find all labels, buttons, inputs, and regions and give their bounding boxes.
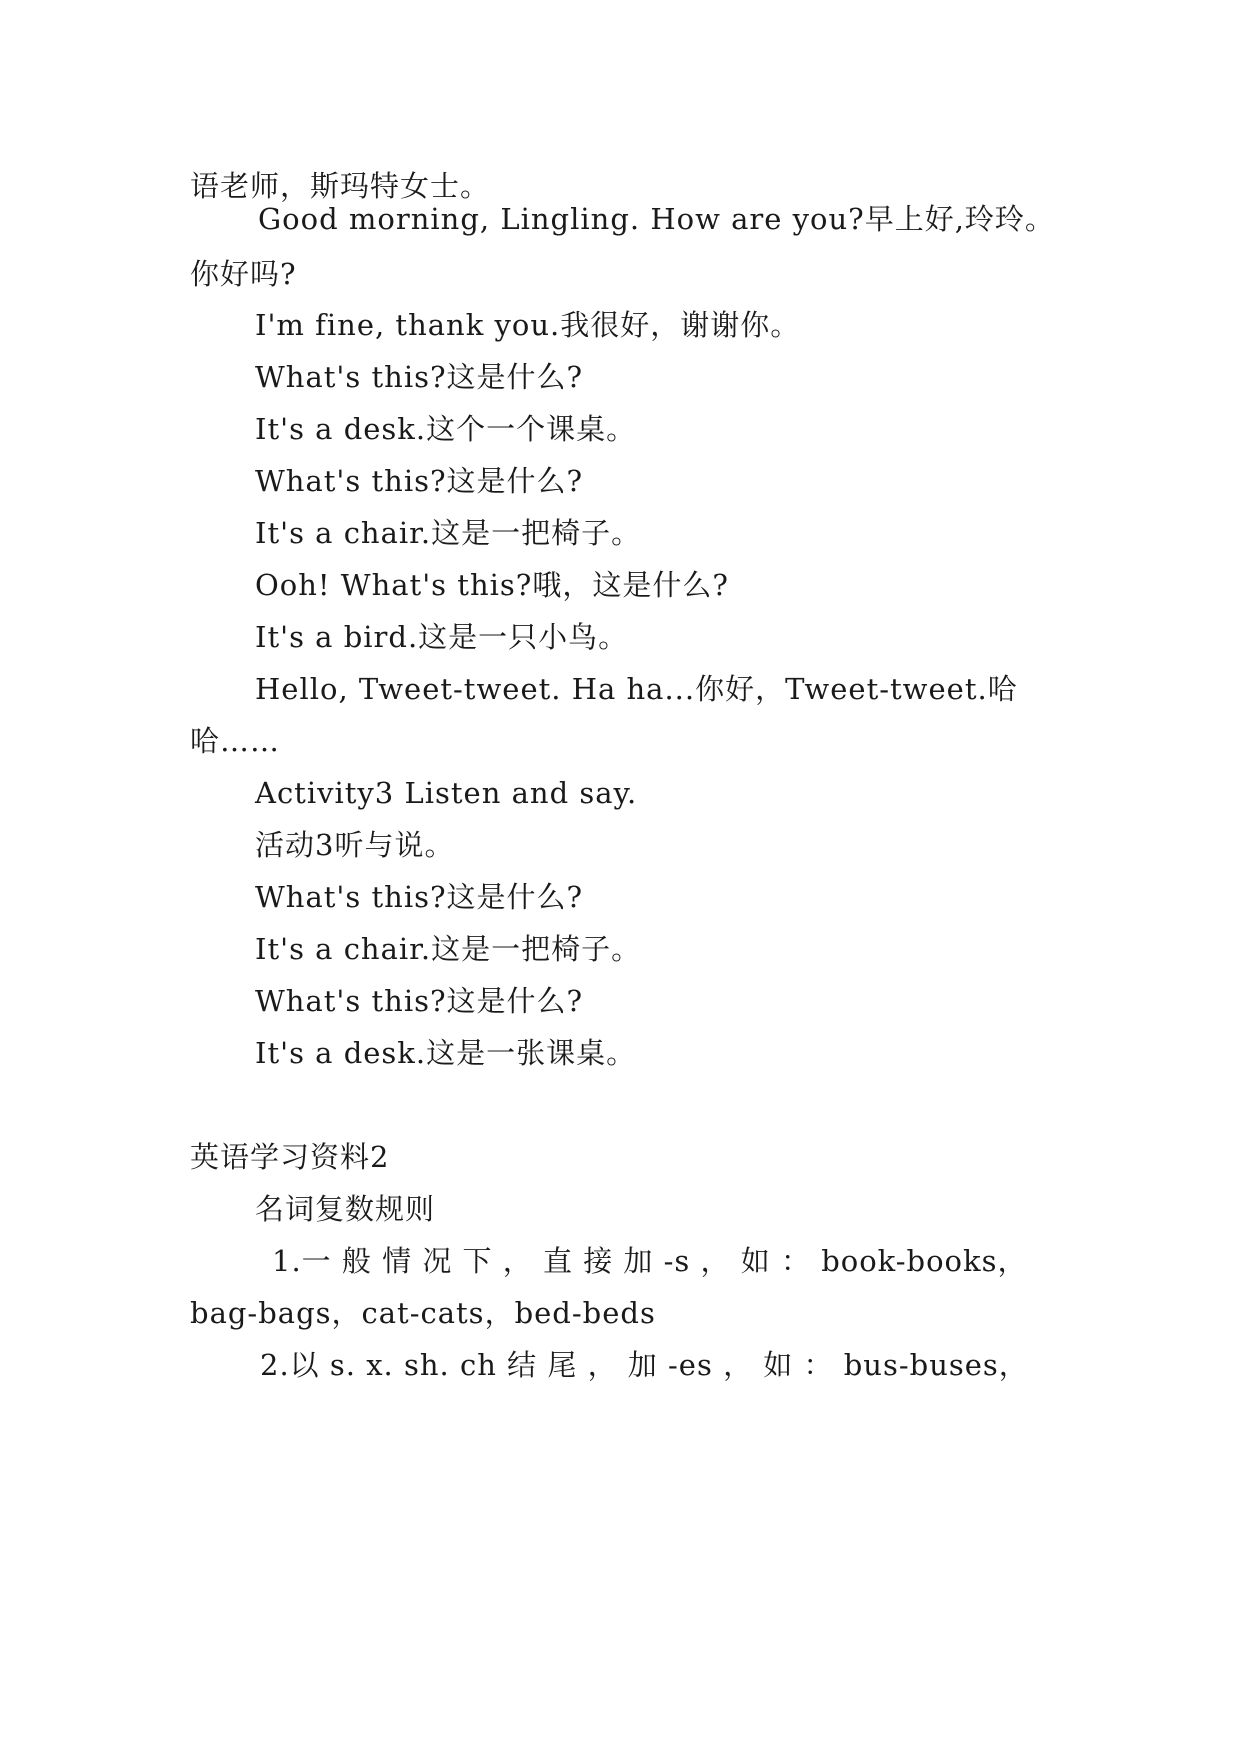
- text-line: Good morning, Lingling. How are you?早上好,玲玲。: [258, 202, 1055, 236]
- text-line: What's this?这是什么?: [255, 360, 584, 394]
- text-line: It's a chair.这是一把椅子。: [255, 516, 642, 550]
- text-line: It's a bird.这是一只小鸟。: [255, 620, 629, 654]
- text-line: Hello, Tweet-tweet. Ha ha...你好，Tweet-tweet.哈: [255, 672, 1018, 706]
- text-line: It's a desk.这个一个课桌。: [255, 412, 637, 446]
- text-line: I'm fine, thank you.我很好，谢谢你。: [255, 308, 801, 342]
- text-line: What's this?这是什么?: [255, 880, 584, 914]
- text-line: 哈……: [190, 724, 281, 758]
- text-line: 你好吗?: [190, 257, 297, 291]
- text-line: Activity3 Listen and say.: [255, 776, 638, 810]
- text-line: It's a chair.这是一把椅子。: [255, 932, 642, 966]
- text-line: What's this?这是什么?: [255, 464, 584, 498]
- rule-1-line-2: bag-bags，cat-cats，bed-beds: [190, 1296, 656, 1330]
- text-line: It's a desk.这是一张课桌。: [255, 1036, 637, 1070]
- text-line: What's this?这是什么?: [255, 984, 584, 1018]
- text-line: 活动3听与说。: [255, 828, 455, 862]
- rule-1-line-1: 1.一 般 情 况 下 ， 直 接 加 -s ， 如 ： book-books，: [272, 1244, 1028, 1278]
- rule-2-line-1: 2.以 s. x. sh. ch 结 尾 ， 加 -es ， 如 ： bus-buses，: [260, 1348, 1029, 1382]
- section-subtitle: 名词复数规则: [255, 1192, 436, 1226]
- text-line: 语老师，斯玛特女士。: [190, 169, 491, 203]
- section-title: 英语学习资料2: [190, 1140, 390, 1174]
- text-line: Ooh! What's this?哦，这是什么?: [255, 568, 729, 602]
